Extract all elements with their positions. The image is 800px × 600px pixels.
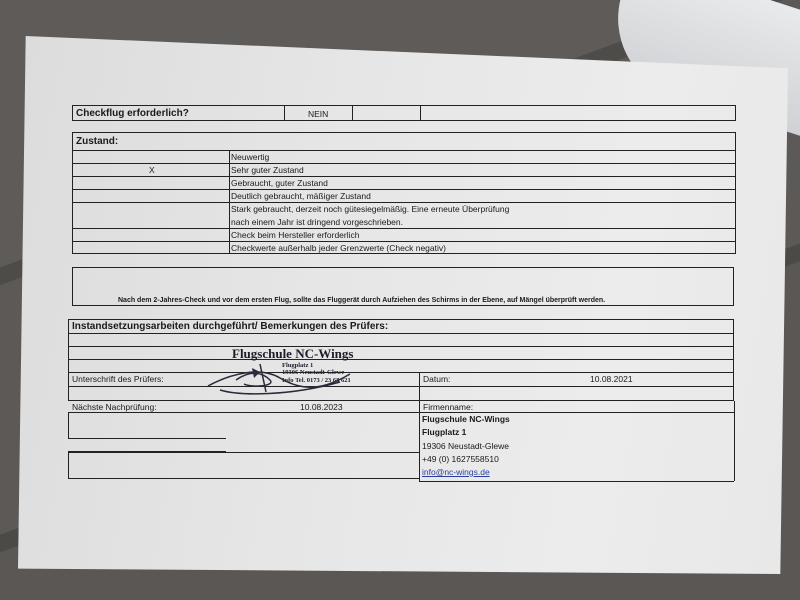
zustand-row-label: Deutlich gebraucht, mäßiger Zustand xyxy=(231,191,371,201)
divider xyxy=(68,412,734,413)
zustand-mark: X xyxy=(149,165,155,175)
divider xyxy=(68,412,69,439)
zustand-row-label: Gebraucht, guter Zustand xyxy=(231,178,328,188)
divider xyxy=(72,202,736,203)
instandsetzung-title: Instandsetzungsarbeiten durchgeführt/ Bemerkungen des Prüfers: xyxy=(72,321,389,332)
stamp-line: Info Tel. 0173 / 23 68 621 xyxy=(282,377,351,384)
zustand-row-label: Checkwerte außerhalb jeder Grenzwerte (Check negativ) xyxy=(231,243,446,253)
divider xyxy=(72,163,736,164)
divider xyxy=(419,481,734,482)
datum-value: 10.08.2021 xyxy=(590,374,633,384)
signature-scribble xyxy=(200,356,370,400)
divider xyxy=(68,372,734,373)
firma-email-link[interactable]: info@nc-wings.de xyxy=(422,467,490,477)
divider xyxy=(284,105,285,121)
signature-line xyxy=(68,438,226,439)
divider xyxy=(734,401,735,481)
signature-label: Unterschrift des Prüfers: xyxy=(72,374,164,384)
naechste-value: 10.08.2023 xyxy=(300,402,343,412)
zustand-row-label: nach einem Jahr ist dringend vorgeschrieben. xyxy=(231,217,403,227)
zustand-row-label: Check beim Hersteller erforderlich xyxy=(231,230,360,240)
divider xyxy=(419,372,420,401)
stamp-title: Flugschule NC-Wings xyxy=(232,346,354,361)
firma-name: Flugschule NC-Wings xyxy=(422,414,510,424)
zustand-row-label: Stark gebraucht, derzeit noch gütesiegelmäßig. Eine erneute Überprüfung xyxy=(231,204,510,214)
divider xyxy=(72,150,736,151)
checkflug-label: Checkflug erforderlich? xyxy=(76,108,189,119)
datum-label: Datum: xyxy=(423,374,451,384)
divider xyxy=(72,228,736,229)
zustand-row-label: Sehr guter Zustand xyxy=(231,165,304,175)
stamp-line: 19306 Neustadt-Glewe xyxy=(282,369,345,376)
note-text: Nach dem 2-Jahres-Check und vor dem ersten Flug, sollte das Fluggerät durch Aufziehen des Schirms in der Ebene, auf Mängel überprüft werden. xyxy=(118,297,606,304)
divider xyxy=(72,241,736,242)
divider xyxy=(72,189,736,190)
checkflug-answer: NEIN xyxy=(308,109,329,119)
firma-phone: +49 (0) 1627558510 xyxy=(422,454,499,464)
divider xyxy=(68,333,734,334)
blank-box xyxy=(68,452,420,479)
divider xyxy=(68,386,734,387)
zustand-row-label: Neuwertig xyxy=(231,152,270,162)
stamp-line: Flugplatz 1 xyxy=(282,362,314,369)
firma-street: Flugplatz 1 xyxy=(422,427,467,437)
divider xyxy=(68,346,734,347)
divider xyxy=(352,105,353,121)
naechste-label: Nächste Nachprüfung: xyxy=(72,402,157,412)
divider xyxy=(420,105,421,121)
firma-label: Firmenname: xyxy=(423,402,474,412)
zustand-title: Zustand: xyxy=(76,136,119,147)
firma-city: 19306 Neustadt-Glewe xyxy=(422,441,509,451)
divider xyxy=(68,359,734,360)
divider xyxy=(72,176,736,177)
